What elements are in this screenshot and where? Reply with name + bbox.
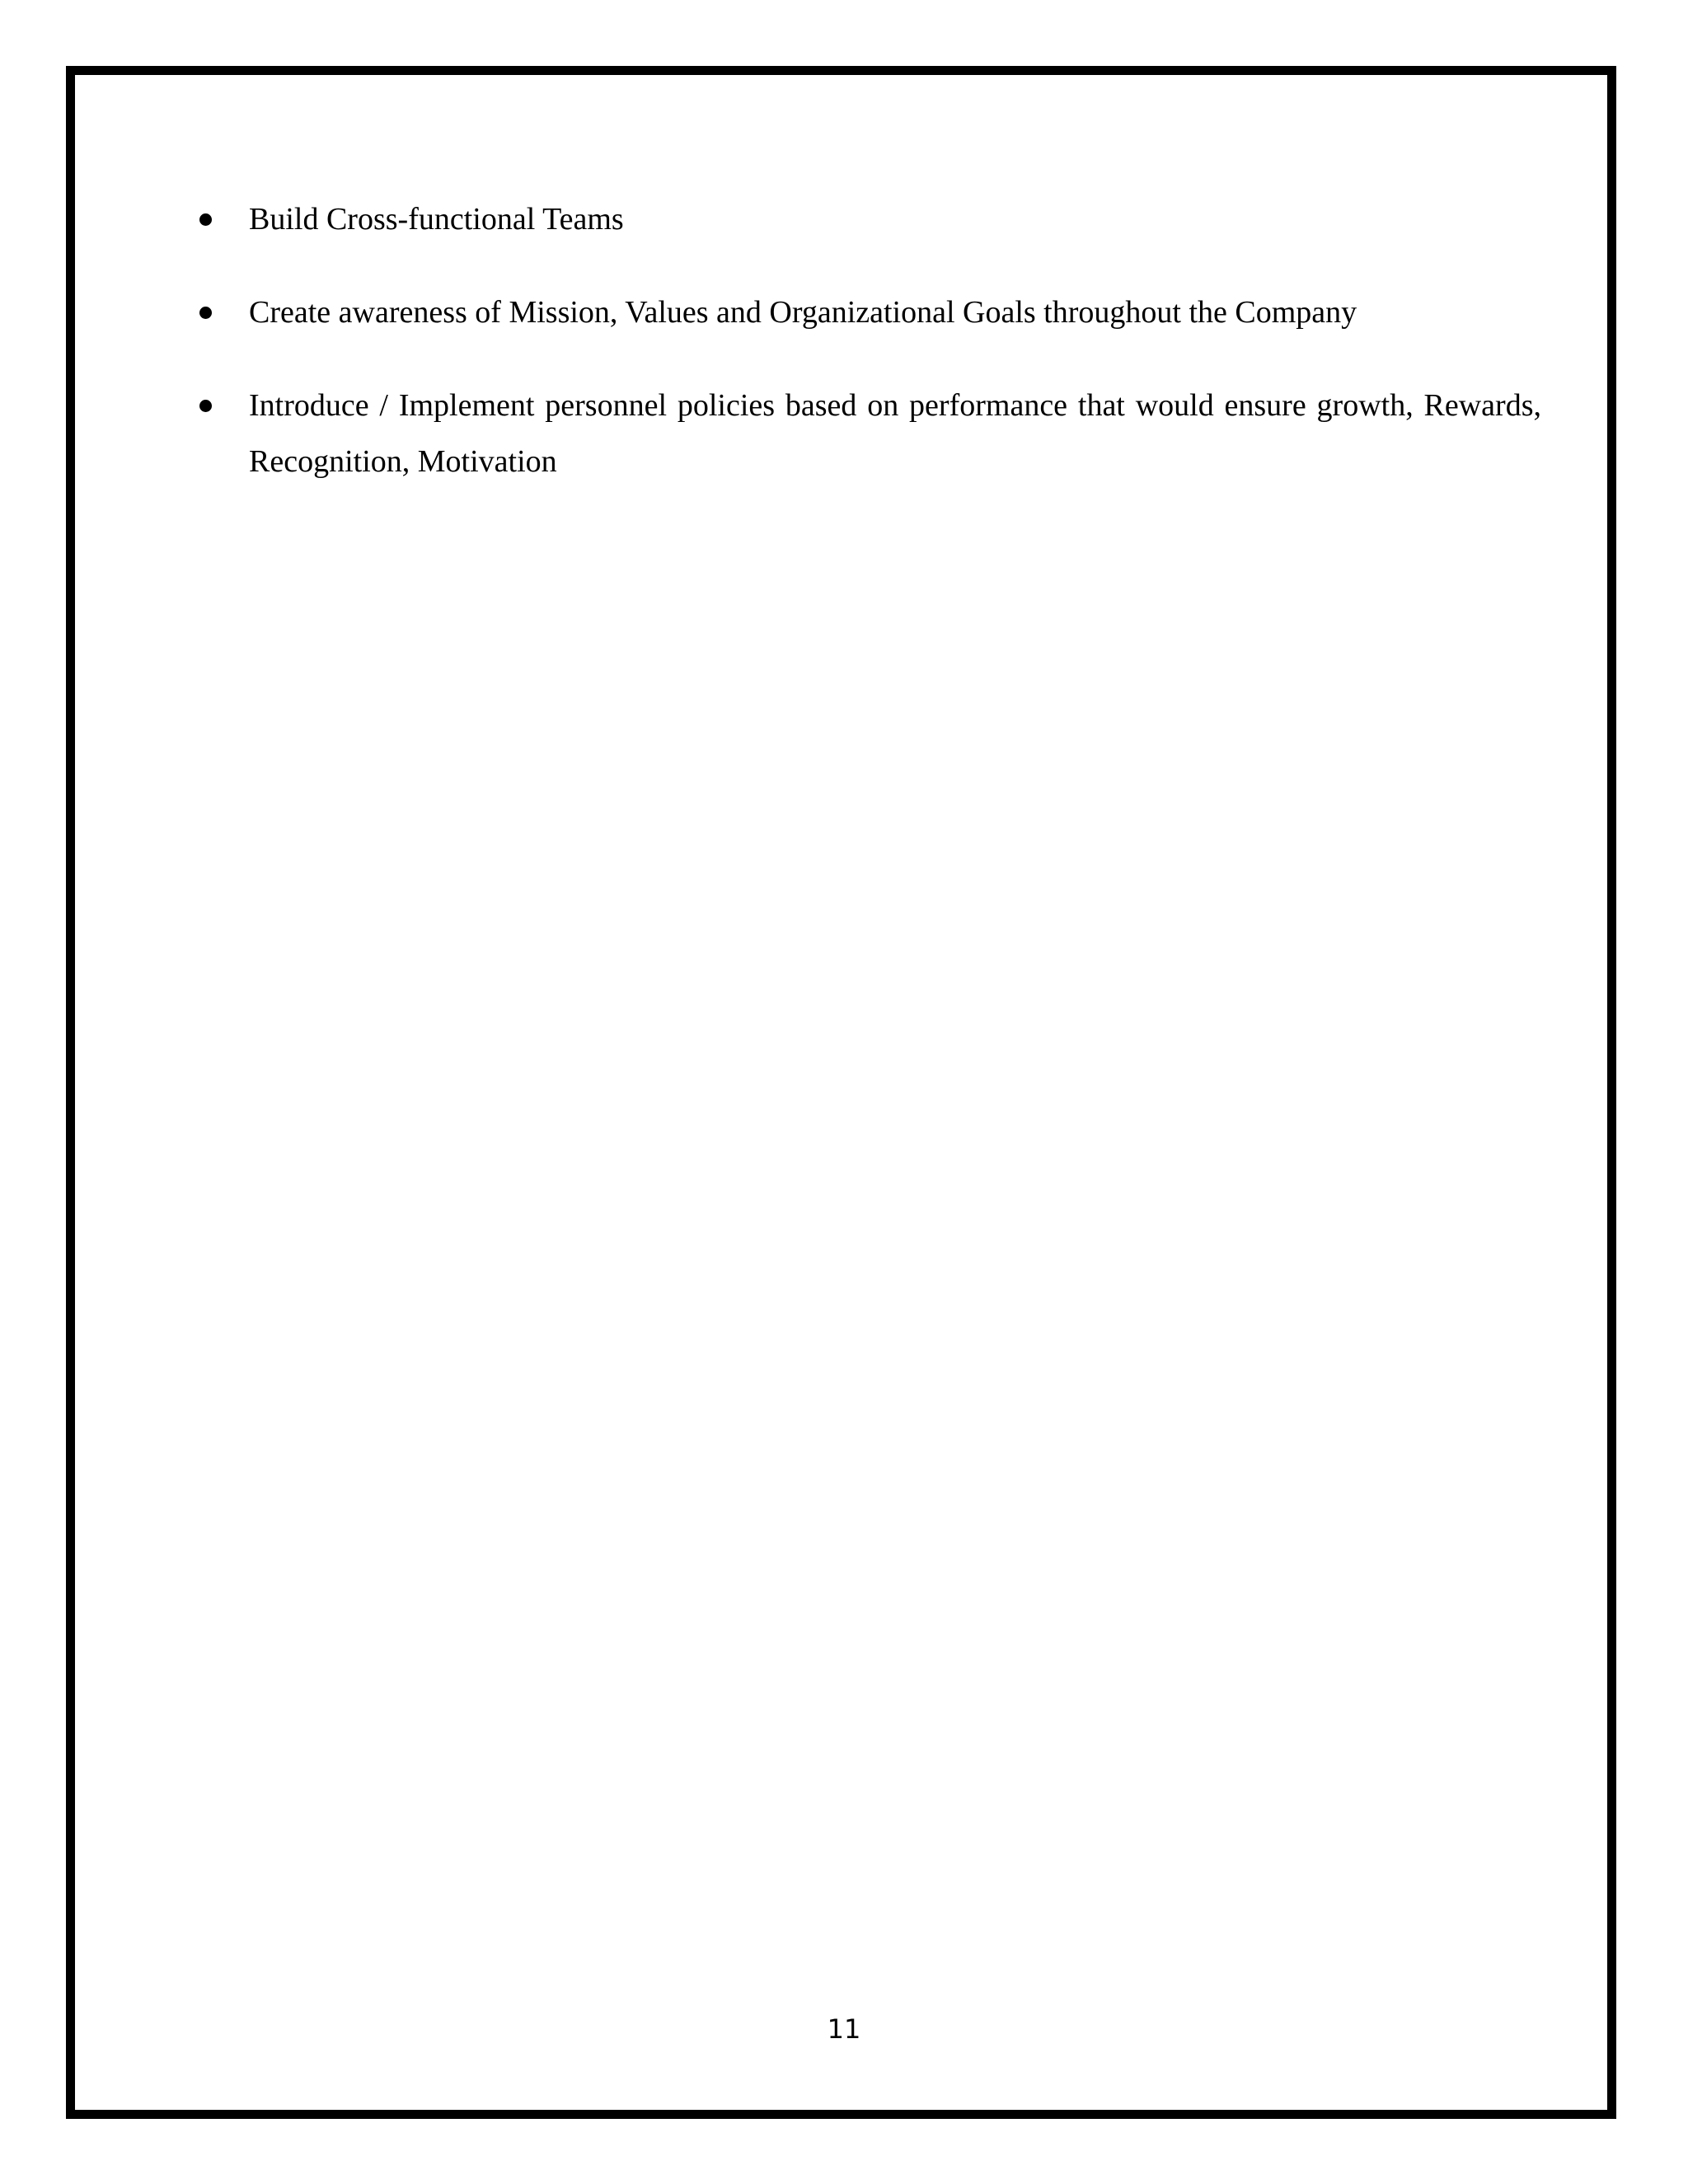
- bullet-icon: [199, 400, 212, 412]
- list-item: [193, 191, 1541, 247]
- bullet-list: [193, 191, 1541, 527]
- list-item: [193, 284, 1541, 340]
- bullet-icon: [199, 307, 212, 319]
- bullet-text: Introduce / Implement personnel policies based on performance that would ensure growth, Rewards, Recognition, Motivation: [249, 388, 1541, 479]
- bullet-text: Create awareness of Mission, Values and Organizational Goals throughout the Company: [249, 295, 1357, 330]
- page-number: 11: [827, 2013, 861, 2045]
- bullet-text: Build Cross-functional Teams: [249, 202, 624, 237]
- list-item: [193, 377, 1541, 490]
- bullet-icon: [199, 213, 212, 226]
